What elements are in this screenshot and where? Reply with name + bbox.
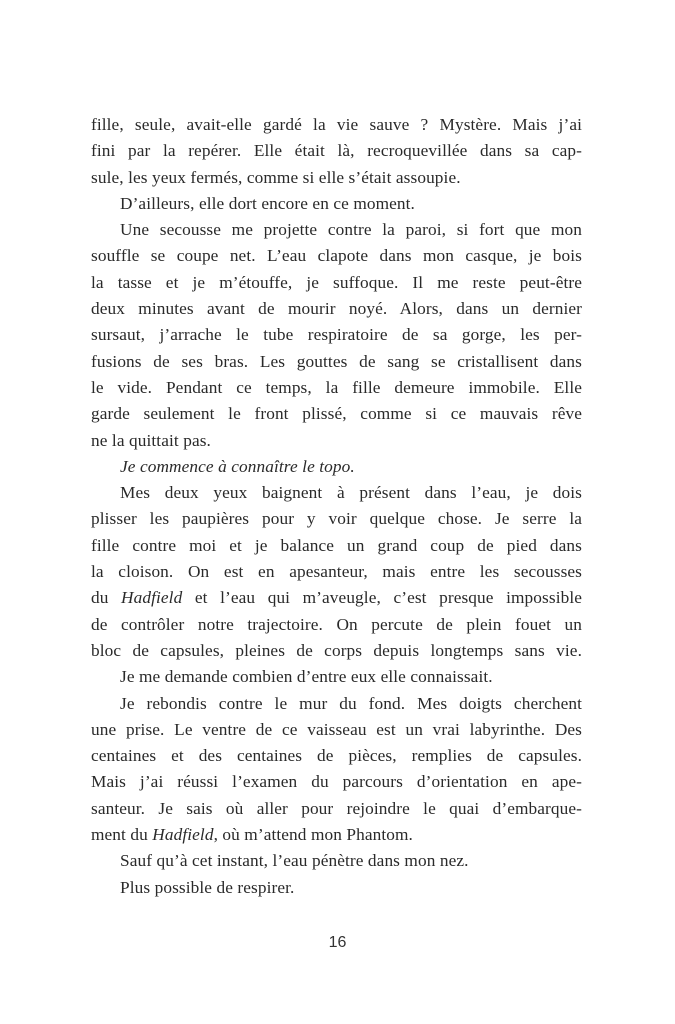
text-line: fini par la repérer. Elle était là, recroquevillée dans sa cap- bbox=[91, 141, 582, 161]
text-line: sule, les yeux fermés, comme si elle s’était assoupie. bbox=[91, 167, 461, 187]
text-fragment: ment du bbox=[91, 825, 148, 845]
text-line: de contrôler notre trajectoire. On percute de plein fouet un bbox=[91, 614, 582, 634]
text-line: centaines et des centaines de pièces, remplies de capsules. bbox=[91, 746, 582, 766]
text-fragment: du bbox=[91, 588, 109, 608]
text-line: Sauf qu’à cet instant, l’eau pénètre dans mon nez. bbox=[120, 851, 469, 871]
text-line: fille, seule, avait-elle gardé la vie sauve ? Mystère. Mais j’ai bbox=[91, 115, 582, 134]
text-line bbox=[91, 822, 582, 848]
page-number: 16 bbox=[328, 934, 347, 951]
text-line: souffle se coupe net. L’eau clapote dans mon casque, je bois bbox=[91, 246, 582, 266]
text-line: D’ailleurs, elle dort encore en ce moment. bbox=[120, 193, 415, 213]
text-line: Je me demande combien d’entre eux elle connaissait. bbox=[120, 667, 493, 687]
text-line: la cloison. On est en apesanteur, mais entre les secousses bbox=[91, 562, 582, 582]
text-line: garde seulement le front plissé, comme si ce mauvais rêve bbox=[91, 404, 582, 424]
text-line: plisser les paupières pour y voir quelque chose. Je serre la bbox=[91, 509, 582, 529]
text-fragment: , où m’attend mon Phantom. bbox=[213, 825, 413, 845]
body-text bbox=[91, 112, 582, 901]
text-fragment: et l’eau qui m’aveugle, c’est presque impossible bbox=[194, 588, 583, 608]
italic-text: Je commence à connaître le topo. bbox=[120, 456, 355, 476]
ship-name: Hadfield bbox=[121, 588, 183, 608]
ship-name: Hadfield bbox=[152, 825, 214, 845]
text-line: santeur. Je sais où aller pour rejoindre le quai d’embarque- bbox=[91, 798, 582, 818]
text-line: Mais j’ai réussi l’examen du parcours d’orientation en ape- bbox=[91, 772, 582, 792]
text-line: Mes deux yeux baignent à présent dans l’eau, je dois bbox=[120, 483, 582, 503]
text-line: Plus possible de respirer. bbox=[120, 877, 295, 897]
text-line: fusions de ses bras. Les gouttes de sang se cristallisent dans bbox=[91, 351, 582, 371]
text-line: Je rebondis contre le mur du fond. Mes doigts cherchent bbox=[120, 693, 582, 713]
text-line: le vide. Pendant ce temps, la fille demeure immobile. Elle bbox=[91, 377, 582, 397]
text-line: bloc de capsules, pleines de corps depuis longtemps sans vie. bbox=[91, 640, 582, 660]
text-line bbox=[91, 585, 582, 611]
text-line: ne la quittait pas. bbox=[91, 430, 211, 450]
text-line: la tasse et je m’étouffe, je suffoque. Il me reste peut-être bbox=[91, 272, 582, 292]
text-line: une prise. Le ventre de ce vaisseau est un vrai labyrinthe. Des bbox=[91, 719, 582, 739]
text-line: deux minutes avant de mourir noyé. Alors, dans un dernier bbox=[91, 299, 582, 319]
text-line: Une secousse me projette contre la paroi, si fort que mon bbox=[120, 220, 582, 240]
text-line: sursaut, j’arrache le tube respiratoire de sa gorge, les per- bbox=[91, 325, 582, 345]
text-line-italic bbox=[91, 454, 582, 480]
text-line: fille contre moi et je balance un grand coup de pied dans bbox=[91, 535, 582, 555]
